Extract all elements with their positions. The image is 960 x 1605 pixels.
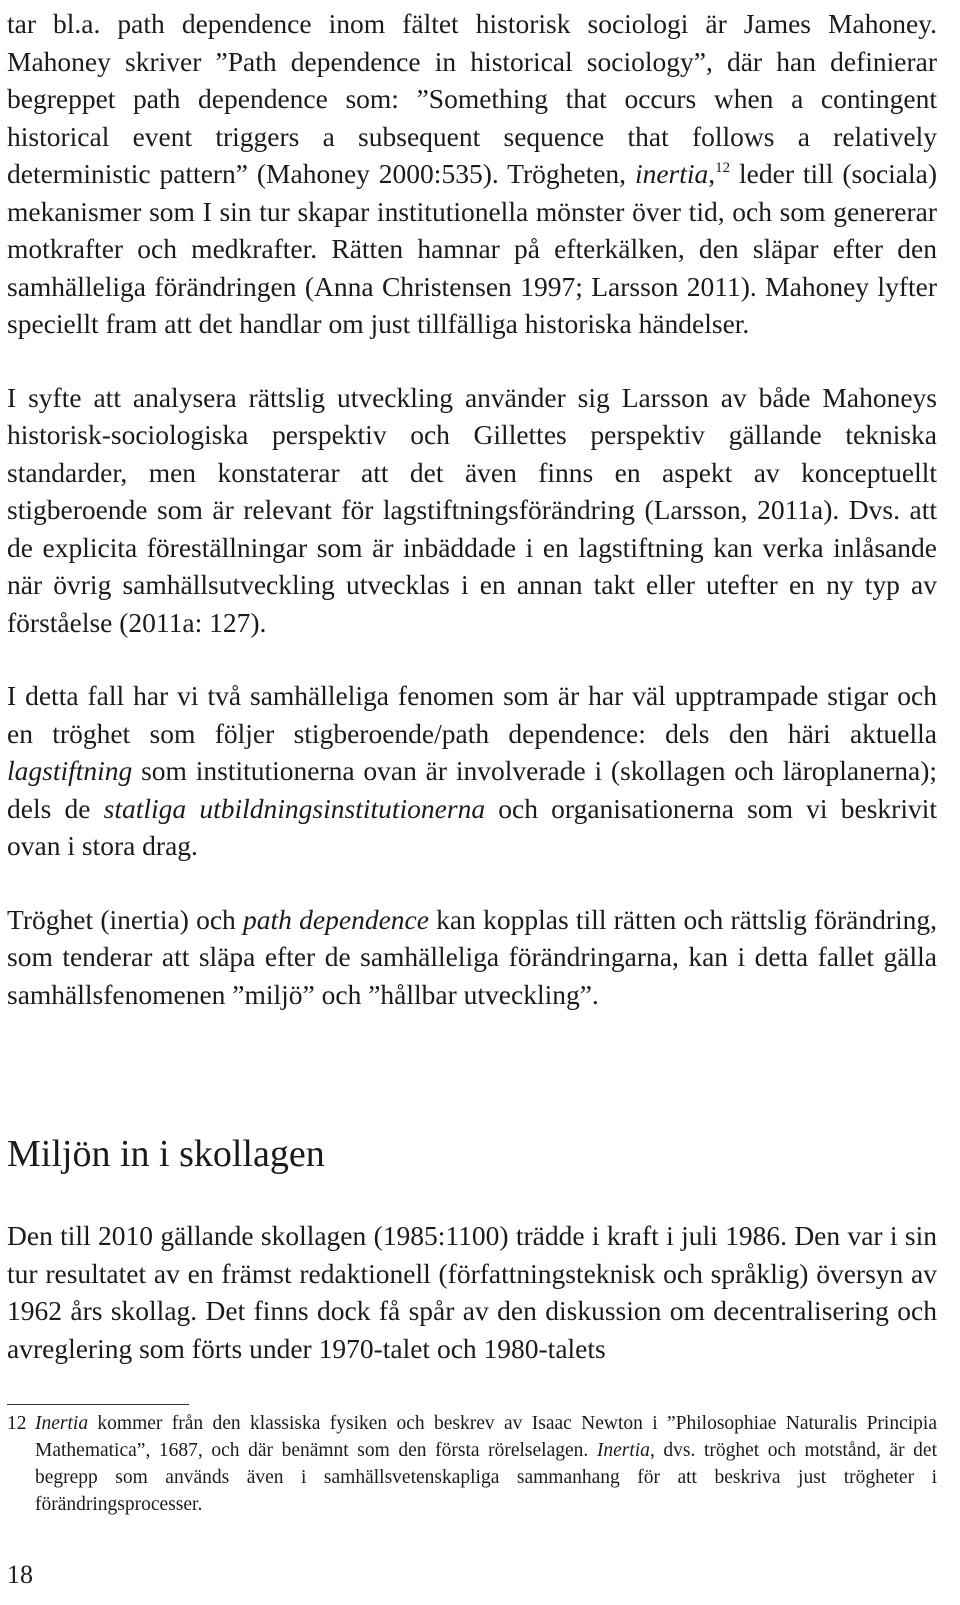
page-number: 18 xyxy=(7,1560,33,1589)
paragraph-skollagen: Den till 2010 gällande skollagen (1985:1100) trädde i kraft i juli 1986. Den var i sin tur resultatet av en främst redaktionell (författningsteknisk och språklig) översyn av 1962 års skollag. Det finns dock få spår av den diskussion om decentralisering och avreglering som förts under 1970-talet och 1980-talets xyxy=(7,1220,937,1364)
term-statliga-institutioner: statliga utbildningsinstitutionerna xyxy=(103,792,486,824)
footnote-reference[interactable]: 12 xyxy=(715,160,731,176)
footnote-number: 12 xyxy=(7,1413,27,1434)
footnote-text: Inertia kommer från den klassiska fysiken och beskrev av Isaac Newton i ”Philosophiae Naturalis Principia Mathematica”, 1687, och där benämnt som den första rörelselagen. Inertia, dvs. tröghet och motstånd, är det begrepp som används även i samhällsvetenskapliga sammanhang för att beskriva just trögheter i förändringsprocesser. xyxy=(35,1413,938,1515)
footnote-divider xyxy=(7,1404,189,1405)
section-heading: Miljön in i skollagen xyxy=(7,1133,325,1175)
document-page xyxy=(7,0,937,1367)
paragraph-societal-phenomena: I detta fall har vi två samhälleliga fenomen som är har väl upptrampade stigar och en tröghet som följer stigberoende/path dependence: dels den häri aktuella lagstiftning som institutionerna ovan är involverade i (skollagen och läroplanerna); dels de statliga utbildningsinstitutionerna och organisationerna som vi beskrivit ovan i stora drag. xyxy=(7,680,937,861)
term-path-dependence: path dependence xyxy=(243,903,429,935)
term-lagstiftning: lagstiftning xyxy=(7,755,133,786)
paragraph-path-dependence: tar bl.a. path dependence inom fältet historisk sociologi är James Mahoney. Mahoney skriver ”Path dependence in historical sociology”, där han definierar begreppet path dependence som: ”Something that occurs when a contingent historical event triggers a subsequent sequence that follows a relatively deterministic pattern” (Mahoney 2000:535). Trögheten, inertia,$^{12}$ leder till (sociala) mekanismer som I sin tur skapar institutionella mönster över tid, och som genererar motkrafter och medkrafter. Rätten hamnar på efterkälken, den släpar efter den samhälleliga förändringen (Anna Christensen 1997; Larsson 2011). Mahoney lyfter speciellt fram att det handlar om just tillfälliga historiska händelser. xyxy=(7,8,938,339)
term-inertia: inertia xyxy=(634,158,709,189)
footnote-12 xyxy=(7,1410,937,1518)
paragraph-inertia-law: Tröghet (inertia) och path dependence kan kopplas till rätten och rättslig förändring, som tenderar att släpa efter de samhälleliga förändringarna, kan i detta fallet gälla samhällsfenomenen ”miljö” och ”hållbar utveckling”. xyxy=(7,903,937,1010)
paragraph-larsson-analysis: I syfte att analysera rättslig utveckling använder sig Larsson av både Mahoneys historisk-sociologiska perspektiv och Gillettes perspektiv gällande tekniska standarder, men konstaterar att det även finns en aspekt av konceptuellt stigberoende som är relevant för lagstiftningsförändring (Larsson, 2011a). Dvs. att de explicita föreställningar som är inbäddade i en lagstiftning kan verka inlåsande när övrig samhällsutveckling utvecklas i en annan takt eller utefter en ny typ av förståelse (2011a: 127). xyxy=(7,381,937,638)
